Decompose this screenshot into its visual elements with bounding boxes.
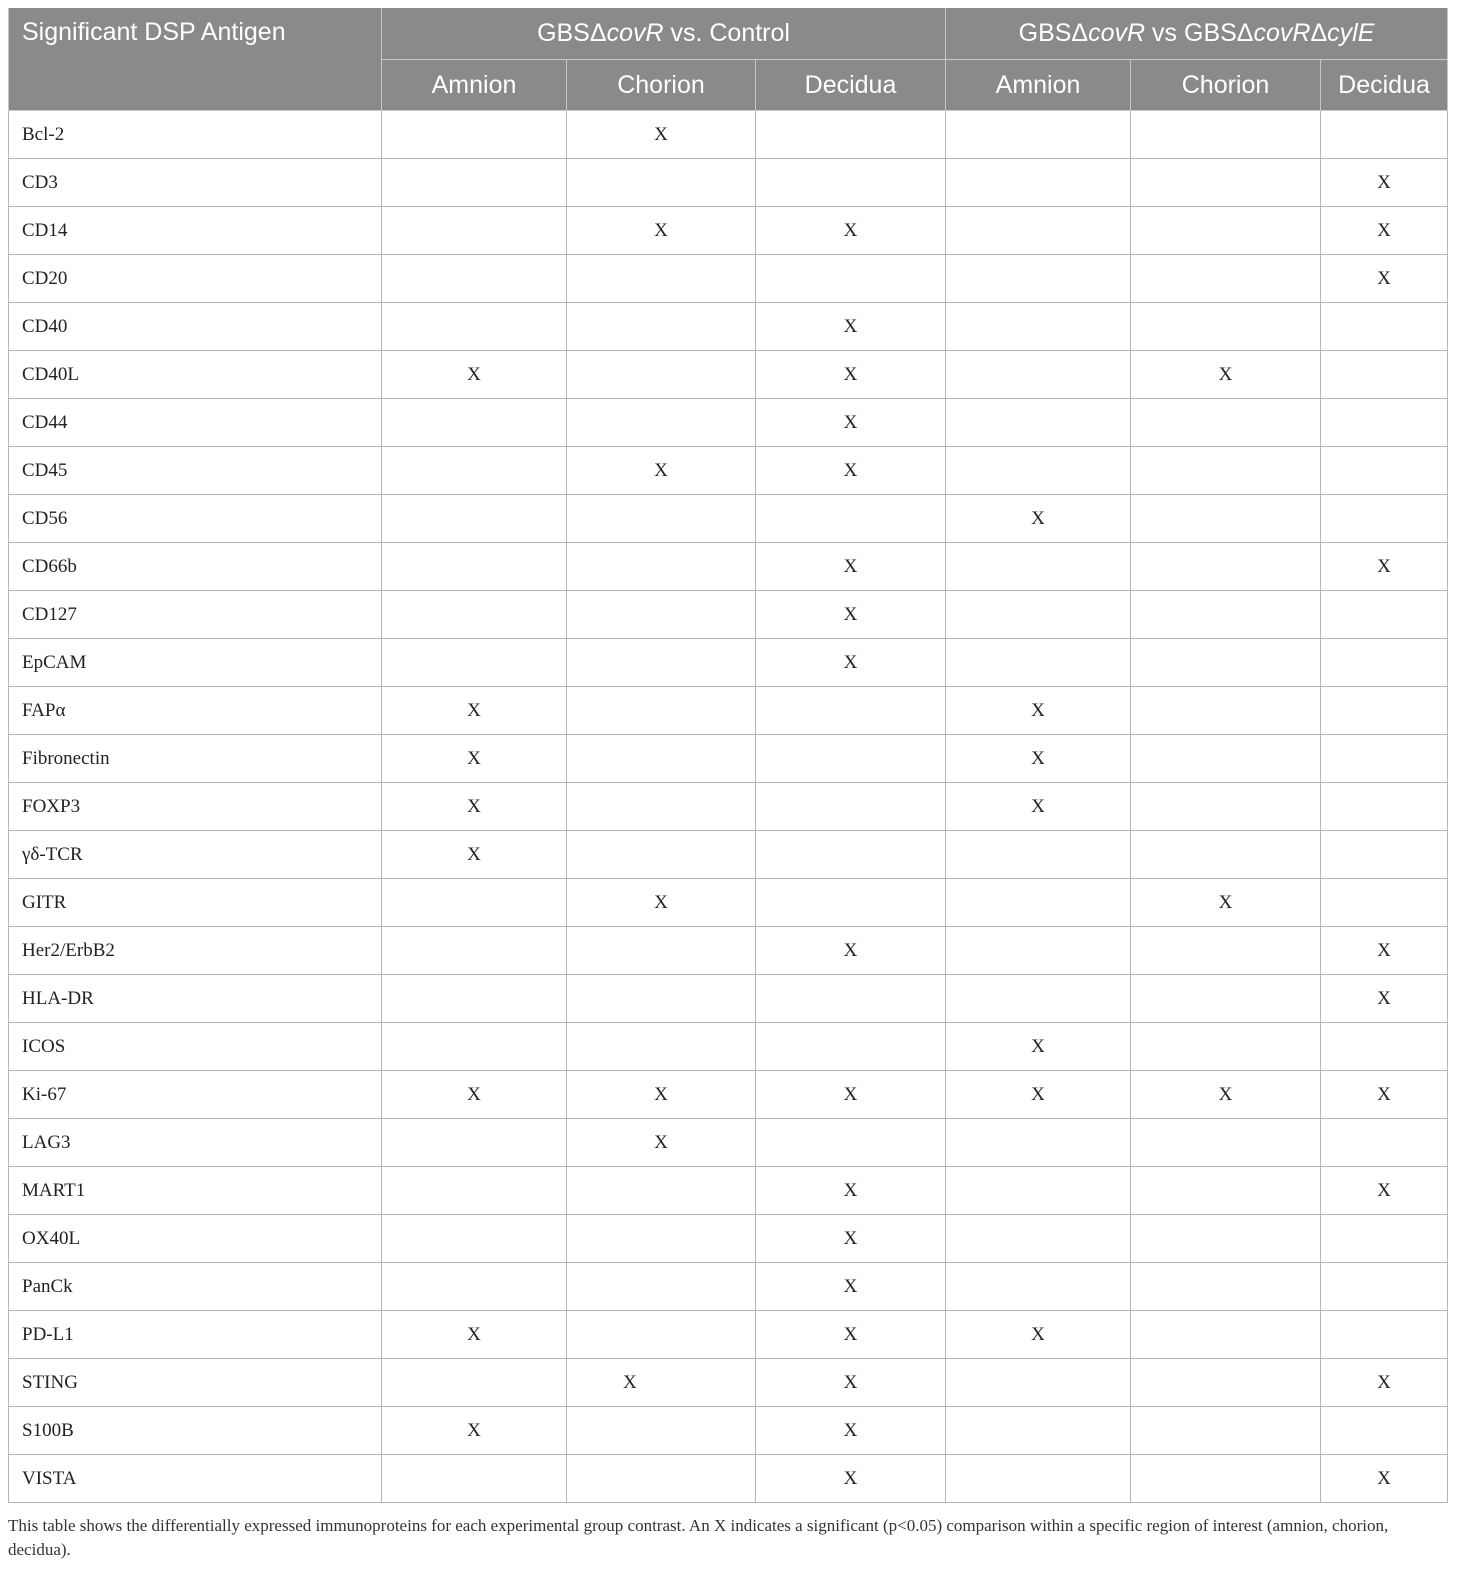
table-row: [9, 687, 1448, 735]
table-row: [9, 1071, 1448, 1119]
significance-cell: [382, 879, 567, 927]
significance-cell: [567, 927, 756, 975]
antigen-name-cell: FOXP3: [9, 783, 382, 831]
significance-cell: X: [1321, 1167, 1448, 1215]
significance-cell: [756, 783, 946, 831]
header-group-covr-vs-covr-cyle: GBSΔcovR vs GBSΔcovRΔcylE: [946, 8, 1448, 60]
significance-cell: [946, 639, 1131, 687]
significance-cell: [1321, 495, 1448, 543]
significance-cell: [382, 591, 567, 639]
antigen-name-cell: HLA-DR: [9, 975, 382, 1023]
significance-cell: [1131, 447, 1321, 495]
antigen-name-cell: PD-L1: [9, 1311, 382, 1359]
significance-cell: X: [756, 1215, 946, 1263]
table-row: [9, 111, 1448, 159]
significance-cell: [382, 111, 567, 159]
significance-cell: [567, 591, 756, 639]
significance-cell: X: [1321, 255, 1448, 303]
significance-cell: X: [1321, 927, 1448, 975]
header-region-amnion-g1: Amnion: [382, 60, 567, 111]
table-row: [9, 1215, 1448, 1263]
significance-cell: X: [567, 1359, 756, 1407]
significance-cell: [382, 447, 567, 495]
significance-cell: [1131, 735, 1321, 783]
antigen-name-cell: CD40L: [9, 351, 382, 399]
significance-cell: [1131, 159, 1321, 207]
significance-cell: X: [567, 447, 756, 495]
significance-cell: [1131, 639, 1321, 687]
antigen-name-cell: CD45: [9, 447, 382, 495]
antigen-name-cell: γδ-TCR: [9, 831, 382, 879]
significance-cell: [756, 1023, 946, 1071]
antigen-name-cell: ICOS: [9, 1023, 382, 1071]
antigen-name-cell: PanCk: [9, 1263, 382, 1311]
significance-cell: [567, 399, 756, 447]
significance-cell: [1321, 1119, 1448, 1167]
antigen-name-cell: Bcl-2: [9, 111, 382, 159]
significance-cell: [946, 207, 1131, 255]
significance-cell: [567, 831, 756, 879]
table-row: [9, 1023, 1448, 1071]
significance-cell: [382, 1167, 567, 1215]
significance-cell: X: [567, 111, 756, 159]
table-row: [9, 159, 1448, 207]
antigen-name-cell: EpCAM: [9, 639, 382, 687]
significance-cell: [567, 495, 756, 543]
significance-cell: X: [382, 735, 567, 783]
significance-cell: X: [567, 879, 756, 927]
table-row: [9, 1167, 1448, 1215]
significance-cell: X: [756, 639, 946, 687]
significance-cell: [382, 1263, 567, 1311]
significance-cell: [1321, 1311, 1448, 1359]
table-header: [9, 8, 1448, 111]
significance-cell: [756, 735, 946, 783]
antigen-name-cell: CD40: [9, 303, 382, 351]
table-row: [9, 1407, 1448, 1455]
table-row: [9, 447, 1448, 495]
significance-cell: X: [1321, 1071, 1448, 1119]
significance-cell: [567, 783, 756, 831]
significance-cell: [1131, 111, 1321, 159]
antigen-name-cell: VISTA: [9, 1455, 382, 1503]
significance-cell: [382, 975, 567, 1023]
table-row: [9, 831, 1448, 879]
significance-cell: [946, 1359, 1131, 1407]
antigen-name-cell: S100B: [9, 1407, 382, 1455]
table-row: [9, 207, 1448, 255]
table-container: [8, 8, 1447, 1503]
table-row: [9, 639, 1448, 687]
significance-cell: [946, 351, 1131, 399]
significance-cell: [946, 1455, 1131, 1503]
significance-cell: [567, 1311, 756, 1359]
header-region-chorion-g2: Chorion: [1131, 60, 1321, 111]
significance-cell: X: [382, 831, 567, 879]
significance-cell: [946, 1263, 1131, 1311]
significance-cell: X: [567, 207, 756, 255]
significance-cell: [756, 495, 946, 543]
significance-cell: X: [1321, 1359, 1448, 1407]
significance-cell: [1321, 447, 1448, 495]
significance-cell: [382, 1215, 567, 1263]
significance-cell: [1321, 303, 1448, 351]
significance-cell: X: [946, 783, 1131, 831]
significance-cell: [946, 111, 1131, 159]
significance-cell: X: [1321, 207, 1448, 255]
significance-cell: [1131, 303, 1321, 351]
table-row: [9, 1263, 1448, 1311]
significance-cell: X: [946, 735, 1131, 783]
significance-cell: [382, 1023, 567, 1071]
significance-cell: [756, 159, 946, 207]
significance-cell: [1321, 591, 1448, 639]
antigen-name-cell: FAPα: [9, 687, 382, 735]
table-row: [9, 255, 1448, 303]
header-region-chorion-g1: Chorion: [567, 60, 756, 111]
significance-cell: [946, 1167, 1131, 1215]
significance-cell: [756, 831, 946, 879]
significance-cell: X: [756, 399, 946, 447]
significance-cell: [567, 1215, 756, 1263]
significance-cell: [1131, 783, 1321, 831]
table-row: [9, 1359, 1448, 1407]
significance-cell: [567, 639, 756, 687]
significance-cell: [946, 1407, 1131, 1455]
significance-cell: [567, 543, 756, 591]
significance-cell: X: [1131, 879, 1321, 927]
table-body: [9, 111, 1448, 1503]
significance-cell: [1321, 1407, 1448, 1455]
significance-cell: [946, 255, 1131, 303]
significance-cell: [1131, 831, 1321, 879]
header-region-amnion-g2: Amnion: [946, 60, 1131, 111]
significance-cell: [1321, 687, 1448, 735]
table-row: [9, 783, 1448, 831]
significance-cell: [382, 1359, 567, 1407]
significance-cell: [1131, 1407, 1321, 1455]
significance-cell: [382, 927, 567, 975]
significance-cell: X: [946, 1071, 1131, 1119]
significance-cell: [1131, 1359, 1321, 1407]
header-region-decidua-g2: Decidua: [1321, 60, 1448, 111]
significance-cell: [382, 639, 567, 687]
significance-cell: [756, 111, 946, 159]
significance-cell: [756, 879, 946, 927]
significance-cell: [946, 447, 1131, 495]
significance-cell: [756, 687, 946, 735]
significance-cell: [382, 495, 567, 543]
table-row: [9, 927, 1448, 975]
significance-cell: X: [756, 1167, 946, 1215]
antigen-table: [8, 8, 1448, 1503]
significance-cell: X: [756, 351, 946, 399]
significance-cell: [567, 735, 756, 783]
significance-cell: [756, 255, 946, 303]
significance-cell: X: [946, 687, 1131, 735]
significance-cell: [567, 303, 756, 351]
antigen-name-cell: Fibronectin: [9, 735, 382, 783]
significance-cell: [1321, 639, 1448, 687]
significance-cell: [946, 927, 1131, 975]
significance-cell: [1131, 543, 1321, 591]
significance-cell: [1131, 1455, 1321, 1503]
significance-cell: [1131, 1263, 1321, 1311]
significance-cell: [756, 1119, 946, 1167]
significance-cell: [1321, 783, 1448, 831]
significance-cell: [382, 207, 567, 255]
table-row: [9, 975, 1448, 1023]
significance-cell: [946, 591, 1131, 639]
significance-cell: X: [756, 543, 946, 591]
significance-cell: [567, 687, 756, 735]
antigen-name-cell: MART1: [9, 1167, 382, 1215]
table-row: [9, 1119, 1448, 1167]
significance-cell: X: [382, 783, 567, 831]
significance-cell: [567, 1455, 756, 1503]
antigen-name-cell: CD20: [9, 255, 382, 303]
significance-cell: [946, 303, 1131, 351]
antigen-name-cell: CD14: [9, 207, 382, 255]
header-row-groups: [9, 8, 1448, 60]
significance-cell: [1321, 879, 1448, 927]
significance-cell: [1131, 399, 1321, 447]
significance-cell: X: [946, 495, 1131, 543]
antigen-name-cell: OX40L: [9, 1215, 382, 1263]
table-row: [9, 543, 1448, 591]
antigen-name-cell: GITR: [9, 879, 382, 927]
antigen-name-cell: CD56: [9, 495, 382, 543]
significance-cell: X: [756, 1263, 946, 1311]
antigen-name-cell: Her2/ErbB2: [9, 927, 382, 975]
significance-cell: [1321, 1263, 1448, 1311]
significance-cell: [1321, 111, 1448, 159]
significance-cell: X: [1321, 159, 1448, 207]
significance-cell: [946, 1215, 1131, 1263]
significance-cell: X: [756, 1311, 946, 1359]
significance-cell: X: [382, 1311, 567, 1359]
significance-cell: [946, 831, 1131, 879]
significance-cell: [1131, 1023, 1321, 1071]
significance-cell: X: [1131, 1071, 1321, 1119]
significance-cell: [567, 1407, 756, 1455]
significance-cell: [1131, 495, 1321, 543]
significance-cell: [1131, 1167, 1321, 1215]
significance-cell: [1321, 1215, 1448, 1263]
significance-cell: [1131, 1311, 1321, 1359]
significance-cell: [946, 543, 1131, 591]
antigen-name-cell: Ki-67: [9, 1071, 382, 1119]
significance-cell: X: [567, 1071, 756, 1119]
significance-cell: X: [382, 687, 567, 735]
significance-cell: X: [382, 1071, 567, 1119]
significance-cell: X: [382, 1407, 567, 1455]
significance-cell: X: [756, 303, 946, 351]
significance-cell: [1321, 351, 1448, 399]
significance-cell: [382, 543, 567, 591]
significance-cell: [567, 255, 756, 303]
significance-cell: [1131, 687, 1321, 735]
significance-cell: X: [1131, 351, 1321, 399]
significance-cell: [1131, 975, 1321, 1023]
table-row: [9, 591, 1448, 639]
table-row: [9, 399, 1448, 447]
table-row: [9, 879, 1448, 927]
significance-cell: [946, 1119, 1131, 1167]
antigen-name-cell: LAG3: [9, 1119, 382, 1167]
significance-cell: X: [1321, 1455, 1448, 1503]
significance-cell: [1131, 591, 1321, 639]
significance-cell: [567, 1167, 756, 1215]
significance-cell: [382, 303, 567, 351]
antigen-name-cell: STING: [9, 1359, 382, 1407]
significance-cell: [567, 351, 756, 399]
significance-cell: X: [756, 447, 946, 495]
significance-cell: [382, 1119, 567, 1167]
significance-cell: [567, 159, 756, 207]
header-antigen: Significant DSP Antigen: [9, 8, 382, 111]
significance-cell: [1131, 927, 1321, 975]
significance-cell: [946, 399, 1131, 447]
antigen-name-cell: CD3: [9, 159, 382, 207]
significance-cell: [756, 975, 946, 1023]
significance-cell: X: [756, 1359, 946, 1407]
significance-cell: [567, 975, 756, 1023]
antigen-name-cell: CD44: [9, 399, 382, 447]
table-row: [9, 1455, 1448, 1503]
significance-cell: [946, 975, 1131, 1023]
significance-cell: X: [756, 1407, 946, 1455]
significance-cell: [1321, 399, 1448, 447]
table-row: [9, 735, 1448, 783]
significance-cell: [1131, 255, 1321, 303]
significance-cell: X: [382, 351, 567, 399]
header-region-decidua-g1: Decidua: [756, 60, 946, 111]
antigen-name-cell: CD127: [9, 591, 382, 639]
significance-cell: X: [1321, 975, 1448, 1023]
table-footnote: This table shows the differentially expressed immunoproteins for each experimental group contrast. An X indicates a significant (p<0.05) comparison within a specific region of interest (amnion, chorion, decidua).: [8, 1516, 1389, 1559]
significance-cell: [1321, 735, 1448, 783]
significance-cell: X: [756, 927, 946, 975]
significance-cell: [1321, 831, 1448, 879]
significance-cell: [567, 1263, 756, 1311]
significance-cell: [382, 255, 567, 303]
significance-cell: [382, 399, 567, 447]
significance-cell: [382, 159, 567, 207]
significance-cell: [1131, 1215, 1321, 1263]
table-row: [9, 495, 1448, 543]
significance-cell: [1131, 1119, 1321, 1167]
significance-cell: X: [756, 1071, 946, 1119]
significance-cell: X: [756, 591, 946, 639]
table-row: [9, 351, 1448, 399]
significance-cell: [1131, 207, 1321, 255]
significance-cell: X: [946, 1311, 1131, 1359]
significance-cell: X: [756, 207, 946, 255]
table-row: [9, 303, 1448, 351]
antigen-name-cell: CD66b: [9, 543, 382, 591]
significance-cell: X: [946, 1023, 1131, 1071]
significance-cell: [567, 1023, 756, 1071]
significance-cell: [1321, 1023, 1448, 1071]
significance-cell: X: [1321, 543, 1448, 591]
significance-cell: [946, 159, 1131, 207]
header-group-covr-vs-control: GBSΔcovR vs. Control: [382, 8, 946, 60]
significance-cell: X: [756, 1455, 946, 1503]
table-row: [9, 1311, 1448, 1359]
significance-cell: [946, 879, 1131, 927]
significance-cell: X: [567, 1119, 756, 1167]
significance-cell: [382, 1455, 567, 1503]
